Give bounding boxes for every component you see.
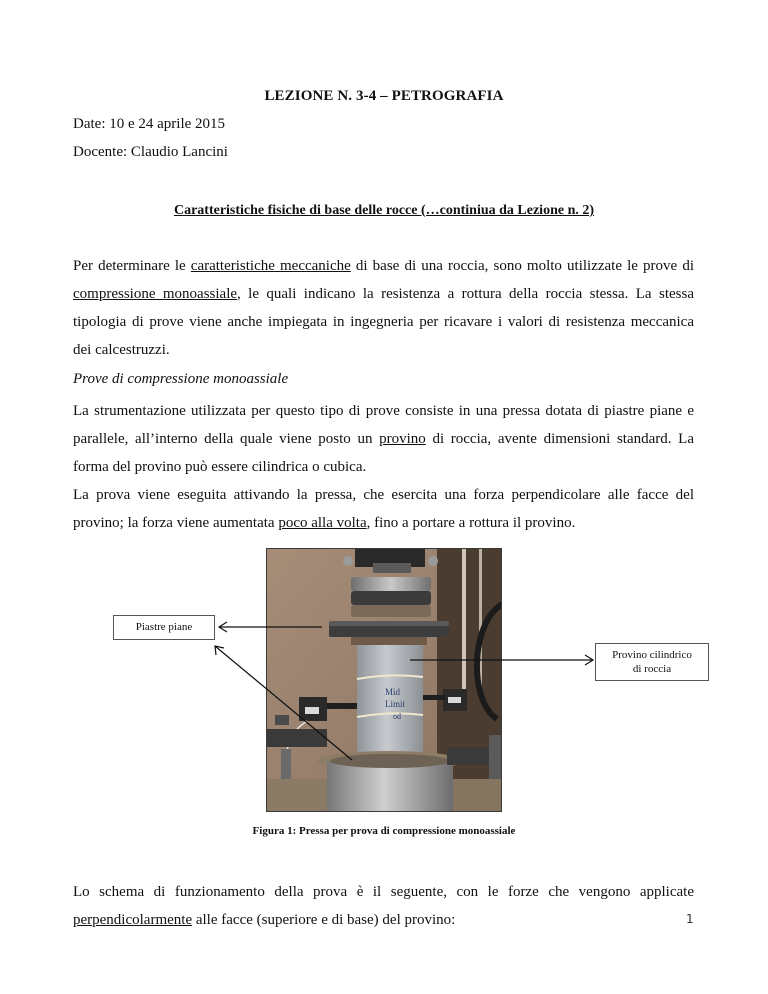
text-run: tipologia di prove viene anche impiegata in ingegneria per ricavare i valori di resistenza meccanica bbox=[73, 314, 694, 330]
text-run: di roccia, avente dimensioni standard. La bbox=[425, 431, 694, 447]
specimen-marking: od bbox=[393, 712, 401, 721]
text-run: dei calcestruzzi. bbox=[73, 342, 170, 358]
figure-photo-press bbox=[266, 548, 502, 812]
underlined-term: compressione monoassiale bbox=[73, 286, 238, 302]
specimen-marking: Mid bbox=[385, 687, 401, 697]
callout-line: Provino cilindrico bbox=[612, 649, 692, 661]
text-run: La strumentazione utilizzata per questo tipo di prove consiste in una pressa dotata di piastre piane e bbox=[73, 403, 694, 419]
text-run: di base di una roccia, sono molto utilizzate le prove di bbox=[350, 258, 694, 274]
callout-flat-plates: Piastre piane bbox=[113, 615, 215, 640]
text-run: parallele, all’interno della quale viene posto un bbox=[73, 431, 380, 447]
text-run: Per determinare le bbox=[73, 258, 191, 274]
section-title: Caratteristiche fisiche di base delle rocce (…continiua da Lezione n. 2) bbox=[173, 203, 595, 218]
text-run: alle facce (superiore e di base) del provino: bbox=[192, 912, 456, 928]
paragraph-line bbox=[73, 509, 694, 537]
lesson-teacher: Docente: Claudio Lancini bbox=[73, 144, 228, 160]
paragraph-line bbox=[73, 336, 694, 364]
paragraph-line bbox=[73, 397, 694, 425]
text-run: , le quali indicano la resistenza a rottura della roccia stessa. La stessa bbox=[237, 286, 694, 302]
document-title: LEZIONE N. 3-4 – PETROGRAFIA bbox=[264, 88, 504, 104]
underlined-term: caratteristiche meccaniche bbox=[190, 258, 351, 274]
callout-cylindrical-specimen bbox=[595, 643, 709, 681]
arrowhead-icon bbox=[219, 622, 227, 632]
paragraph-line bbox=[73, 481, 694, 509]
text-run: La prova viene eseguita attivando la pressa, che esercita una forza perpendicolare alle facce del bbox=[73, 487, 694, 503]
lesson-date: Date: 10 e 24 aprile 2015 bbox=[73, 116, 226, 132]
text-run: forma del provino può essere cilindrica o cubica. bbox=[73, 459, 367, 475]
underlined-term: poco alla volta bbox=[278, 515, 367, 531]
paragraph-scheme bbox=[73, 878, 694, 934]
arrowhead-icon bbox=[215, 646, 224, 655]
specimen-marking: Limit bbox=[385, 699, 405, 709]
paragraph-line bbox=[73, 308, 694, 336]
paragraph-line bbox=[73, 453, 694, 481]
text-run: provino; la forza viene aumentata bbox=[73, 515, 279, 531]
figure-caption: Figura 1: Pressa per prova di compressione monoassiale bbox=[252, 825, 516, 837]
underlined-term: perpendicolarmente bbox=[73, 912, 193, 928]
callout-line: di roccia bbox=[632, 663, 672, 675]
paragraph-line bbox=[73, 252, 694, 280]
page-number: 1 bbox=[686, 912, 694, 926]
text-run: , fino a portare a rottura il provino. bbox=[366, 515, 576, 531]
paragraph-method bbox=[73, 397, 694, 537]
text-run: Lo schema di funzionamento della prova è il seguente, con le forze che vengono applicate bbox=[73, 884, 694, 900]
arrowhead-icon bbox=[585, 655, 593, 665]
paragraph-line bbox=[73, 878, 694, 906]
paragraph-line bbox=[73, 425, 694, 453]
paragraph-line bbox=[73, 906, 694, 934]
subheading: Prove di compressione monoassiale bbox=[73, 371, 289, 387]
paragraph-intro bbox=[73, 252, 694, 364]
underlined-term: provino bbox=[379, 431, 426, 447]
paragraph-line bbox=[73, 280, 694, 308]
